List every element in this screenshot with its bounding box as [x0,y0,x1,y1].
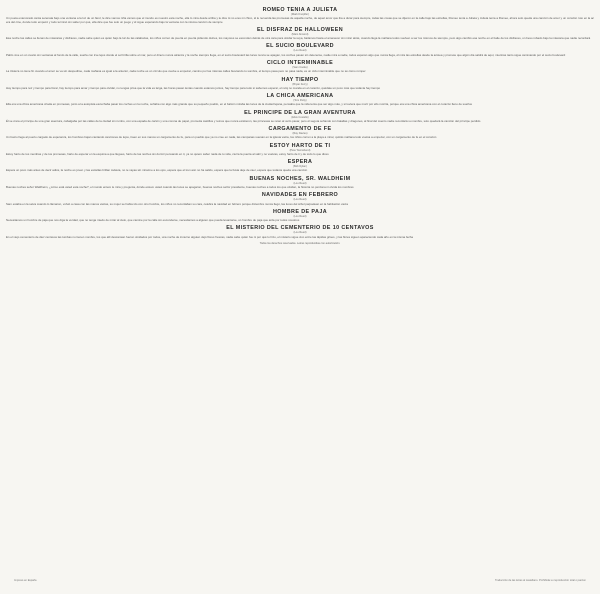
song-title: EL DISFRAZ DE HALLOWEEN [256,26,344,33]
song-title: CICLO INTERMINABLE [266,59,334,66]
song-block [6,126,594,140]
song-block [6,110,594,124]
song-lyrics: Sam estaba en la selva cuando lo llamaron, volvió a casa con las manos vacías, su mujer se había ido con otro hombre, los niños no recordaban su cara, celebra la navidad en febrero porque diciembre nunca llegó, las luces del árbol parpadean en la habitación vacía [6,201,348,206]
song-credit: (Bob Dylan) [293,165,307,169]
song-lyrics: Un poeta enamorado canta serenata bajo una ventana a la luz de un farol, le dice vamos niña vamos que el mundo es nuestro esta noche, ella lo mira desde arriba y le dice tú no eres mi chico, él le recuerda las promesas de aquella noche, de aquel amor que iba a durar para siempre, todas las cosas que se dijeron en la calle bajo las estrellas, Romeo tenía a Julieta y Julieta tenía a Romeo, ahora solo queda una canción de amor y un corazón roto en la acera del cine, donde todo empezó y todo terminó sin saber por qué, ella dice que fue solo un juego y él sigue esperando bajo la ventana con la misma canción de siempre [6,16,594,24]
song-block [6,60,594,74]
song-credit: (Lou Reed) [293,181,307,185]
song-credit: (Tom Petty) [293,99,307,103]
song-lyrics: Espera un poco más antes de decir adiós, la noche es joven y las estrellas brillan todavía, no te vayas sin mirarme a los ojos, espera que el tren aún no ha salido, espera que la lluvia deje de caer, espera que todavía queda una canción [6,168,308,173]
song-block [6,225,594,239]
song-lyrics: Un barco llega al puerto cargado de esperanza, los hombres bajan cantando canciones de lejos, traen en sus manos un cargamento de fe, para un pueblo que ya no cree en nada, las campanas suenan en la iglesia vacía, los niños corren a la playa a mirar, quizás mañana todo vuelva a empezar, con un cargamento de fe en el corazón [6,135,437,140]
song-title: EL SUCIO BOULEVARD [266,43,334,50]
copyright-notice: Todos los derechos reservados. Letras reproducidas con autorización. [259,242,341,245]
song-credit: (Lou Reed) [293,49,307,53]
song-title: EL MISTERIO DEL CEMENTERIO DE 10 CENTAVOS [226,225,374,232]
song-lyrics: Necesitamos un hombre de paja que nos diga la verdad, que no tenga miedo de mirar al cielo, que camine por la calle sin esconderse, necesitamos a alguien que pueda levantarse, un hombre de paja que arda por todos nosotros [6,218,300,223]
song-lyrics: Estoy harto de tus mentiras y de tus promesas, harto de esperar en la esquina a que llegues, harto de las noches sin dormir pensando en ti, ya no quiero saber nada de tu vida, cierra la puerta al salir y no vuelvas, estoy harto de ti y de todo lo que dices [6,151,329,156]
lyrics-content [6,4,594,566]
song-title: ESPERA [287,159,313,166]
song-credit: (Elvis Costello) [291,115,309,119]
song-credit: (Pete Townshend) [289,148,311,152]
song-credit: (Bryan Ferry) [292,82,308,86]
song-title: NAVIDADES EN FEBRERO [261,192,339,199]
song-credit: (Marc Almond) [291,32,309,36]
song-title: HAY TIEMPO [281,76,319,83]
song-lyrics: Él se creía el príncipe de una gran aventura, cabalgaba por las calles de la ciudad sin rumbo, con una espada de cartón y una corona de papel, prometía castillos y reinos que nunca existieron, las princesas se reían al verlo pasar, pero él seguía soñando con batallas y dragones, al final del cuento nadie recordará su nombre, solo quedará la canción del príncipe perdido [6,118,481,123]
song-lyrics: Esa noche las calles se llenan de máscaras y disfraces, nadie sabe quién es quién bajo la luz de las calabazas, los niños corren de puerta en puerta pidiendo dulces, los mayores se esconden detrás de otra cara para olvidar la suya, bailamos hasta el amanecer sin mirar atrás, cuando llega la mañana todos vuelven a ser los mismos de siempre, pero algo cambió esa noche en el baile de los disfraces, un beso robado bajo la máscara que nadie recordará [6,36,591,41]
song-block [6,93,594,107]
song-lyrics: Pablo vive en un cuarto sin ventanas al fondo de la calle, sueña con irse lejos donde el sol brilla sobre el mar, pero el dinero nunca alcanza y la noche siempre llega, en el sucio boulevard las luces nunca se apagan, los coches pasan sin detenerse, nadie mira a nadie, todos esperan algo que nunca llega, él mira las estrellas desde la azotea y promete que algún día saldrá de aquí, mientras tanto sigue caminando por el sucio boulevard [6,52,566,57]
song-block [6,143,594,157]
footer-left-credit: Impreso en España [14,579,37,582]
song-title: ESTOY HARTO DE TI [269,142,331,149]
song-block [6,77,594,91]
song-block [6,192,594,206]
song-credit: (Lou Reed) [293,214,307,218]
song-lyrics: Hay tiempo para reír y tiempo para llorar, hay tiempo para amar y tiempo para olvidar, no tengas prisa que la vida es larga, las horas pasan lentas cuando estamos juntos, hay tiempo para todo si sabemos esperar, el reloj no manda en el corazón, quédate un poco más que todavía hay tiempo [6,85,381,90]
footer-right-credit: Traducción de las letras al castellano. Prohibida su reproducción total o parcial. [494,579,586,582]
song-credit: (Lou Reed) [293,198,307,202]
song-credit: (Ray Davies) [292,132,308,136]
song-block [6,43,594,57]
song-credit: (Mark Knopfler) [291,13,309,16]
song-title: HOMBRE DE PAJA [272,208,328,215]
song-block [6,7,594,24]
song-credit: (Lou Reed) [293,231,307,235]
song-credit: (Sam Cooke) [292,65,308,69]
song-title: BUENAS NOCHES, SR. WALDHEIM [249,175,351,182]
song-title: ROMEO TENIA A JULIETA [262,7,338,13]
song-block [6,209,594,223]
song-lyrics: Buenas noches señor Waldheim, ¿cómo está usted esta noche?, el mundo entero le mira y pregunta, dónde estuvo usted cuando las luces se apagaron, buenas noches señor presidente, buenas noches a todos los que olvidan, la historia no perdona ni olvida los nombres [6,185,354,190]
song-lyrics: En el viejo cementerio de diez centavos las tumbas no tienen nombre, los que allí descansan fueron olvidados por todos, una noche de invierno alguien dejó flores frescas, nadie sabe quién fue ni por qué lo hizo, el misterio sigue vivo entre las lápidas grises, y las flores siguen apareciendo cada año en la misma fecha [6,234,414,239]
song-title: CARGAMENTO DE FE [268,126,332,133]
song-title: EL PRINCIPE DE LA GRAN AVENTURA [244,109,356,116]
song-lyrics: Ella era una chica americana criada en promesas, junto a la autopista escuchaba pasar los coches en la noche, soñaba con algo más grande que su pequeño pueblo, en el balcón miraba las luces de la ciudad lejana, pensaba que la vida tenía que ser algo más, y si tuviera que morir por ello moriría, porque era una chica americana con el corazón lleno de sueños [6,102,473,107]
song-lyrics: La tristeza no tiene fin cuando el amor se va sin despedirse, cada mañana es igual a la anterior, cada noche es un círculo que vuelve a empezar, camino por las mismas calles buscando tu sombra, el tiempo pasa pero no pasa nada, es un ciclo interminable que no sé cómo romper [6,69,366,74]
song-block [6,176,594,190]
song-title: LA CHICA AMERICANA [266,93,334,100]
song-block [6,159,594,173]
song-block [6,27,594,41]
